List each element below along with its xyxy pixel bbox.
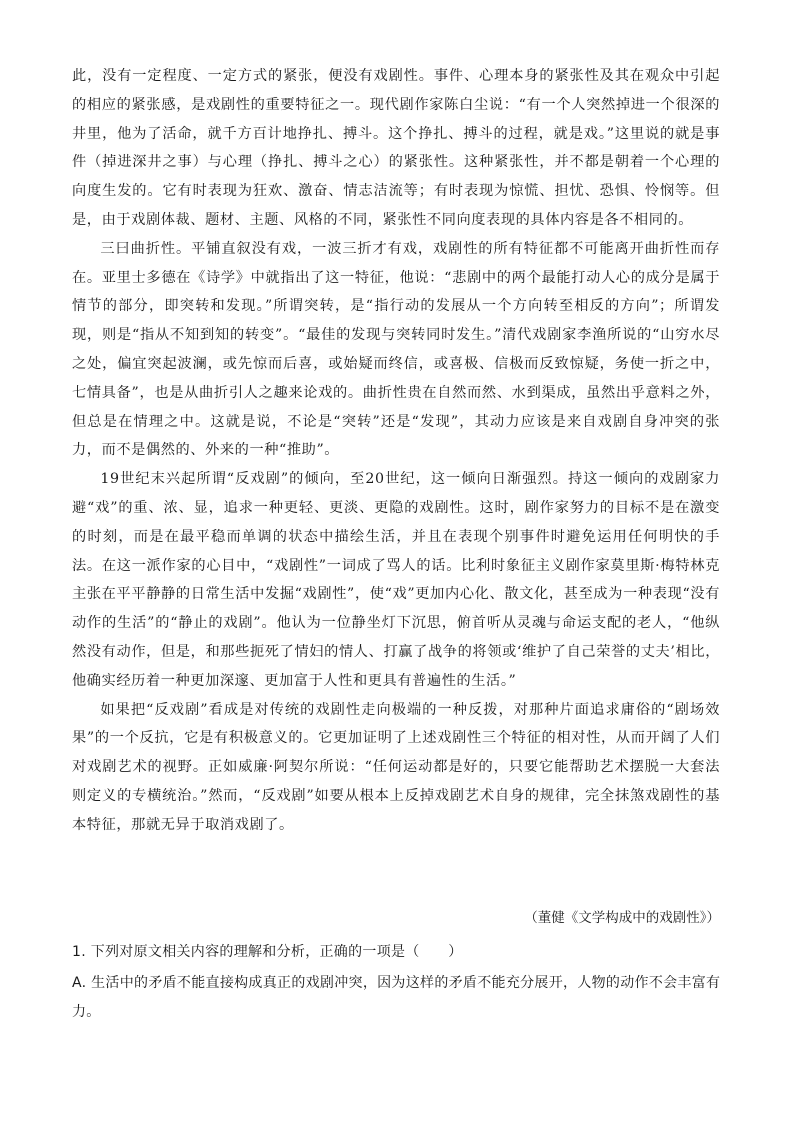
article-source: （董健《文学构成中的戏剧性》） — [524, 910, 720, 926]
question-block — [72, 938, 722, 1027]
article-paragraph: 此，没有一定程度、一定方式的紧张，便没有戏剧性。事件、心理本身的紧张性及其在观众中引起的相应的紧张感，是戏剧性的重要特征之一。现代剧作家陈白尘说：“有一个人突然掉进一个很深的井里，他为了活命，就千方百计地挣扎、搏斗。这个挣扎、搏斗的过程，就是戏。”这里说的就是事件（掉进深井之事）与心理（挣扎、搏斗之心）的紧张性。这种紧张性，并不都是朝着一个心理的向度生发的。它有时表现为狂欢、激奋、情志洁流等；有时表现为惊慌、担忧、恐惧、怜悯等。但是，由于戏剧体裁、题材、主题、风格的不同，紧张性不同向度表现的具体内容是各不相同的。 — [72, 68, 720, 228]
article-body — [72, 62, 720, 840]
article-paragraph: 19世纪末兴起所谓“反戏剧”的倾向，至20世纪，这一倾向日渐强烈。持这一倾向的戏剧家力避“戏”的重、浓、显，追求一种更轻、更淡、更隐的戏剧性。这时，剧作家努力的目标不是在激变的时刻，而是在最平稳而单调的状态中描绘生活，并且在表现个别事件时避免运用任何明快的手法。在这一派作家的心目中，“戏剧性”一词成了骂人的话。比利时象征主义剧作家莫里斯·梅特林克主张在平平静静的日常生活中发掘“戏剧性”，使“戏”更加内心化、散文化，甚至成为一种表现“没有动作的生活”的“静止的戏剧”。他认为一位静坐灯下沉思，俯首听从灵魂与命运支配的老人，“他纵然没有动作，但是，和那些扼死了情妇的情人、打赢了战争的将领或‘维护了自己荣誉的丈夫’相比，他确实经历着一种更加深邃、更加富于人性和更具有普遍性的生活。” — [72, 471, 720, 689]
question-option-a: A. 生活中的矛盾不能直接构成真正的戏剧冲突，因为这样的矛盾不能充分展开，人物的动作不会丰富有力。 — [72, 975, 721, 1020]
question-stem: 1. 下列对原文相关内容的理解和分析，正确的一项是（ ） — [72, 944, 463, 960]
article-paragraph: 三曰曲折性。平铺直叙没有戏，一波三折才有戏，戏剧性的所有特征都不可能离开曲折性而存在。亚里士多德在《诗学》中就指出了这一特征，他说：“悲剧中的两个最能打动人心的成分是属于情节的部分，即突转和发现。”所谓突转，是“指行动的发展从一个方向转至相反的方向”；所谓发现，则是“指从不知到知的转变”。“最佳的发现与突转同时发生。”清代戏剧家李渔所说的“山穷水尽之处，偏宜突起波澜，或先惊而后喜，或始疑而终信，或喜极、信极而反致惊疑，务使一折之中，七情具备”，也是从曲折引人之趣来论戏的。曲折性贵在自然而然、水到渠成，虽然出乎意料之外，但总是在情理之中。这就是说，不论是“突转”还是“发现”，其动力应该是来自戏剧自身冲突的张力，而不是偶然的、外来的一种“推助”。 — [72, 240, 720, 459]
article-paragraph: 如果把“反戏剧”看成是对传统的戏剧性走向极端的一种反拨，对那种片面追求庸俗的“剧场效果”的一个反抗，它是有积极意义的。它更加证明了上述戏剧性三个特征的相对性，从而开阔了人们对戏剧艺术的视野。正如威廉·阿契尔所说：“任何运动都是好的，只要它能帮助艺术摆脱一大套法则定义的专横统治。”然而，“反戏剧”如要从根本上反掉戏剧艺术自身的规律，完全抹煞戏剧性的基本特征，那就无异于取消戏剧了。 — [72, 701, 720, 833]
